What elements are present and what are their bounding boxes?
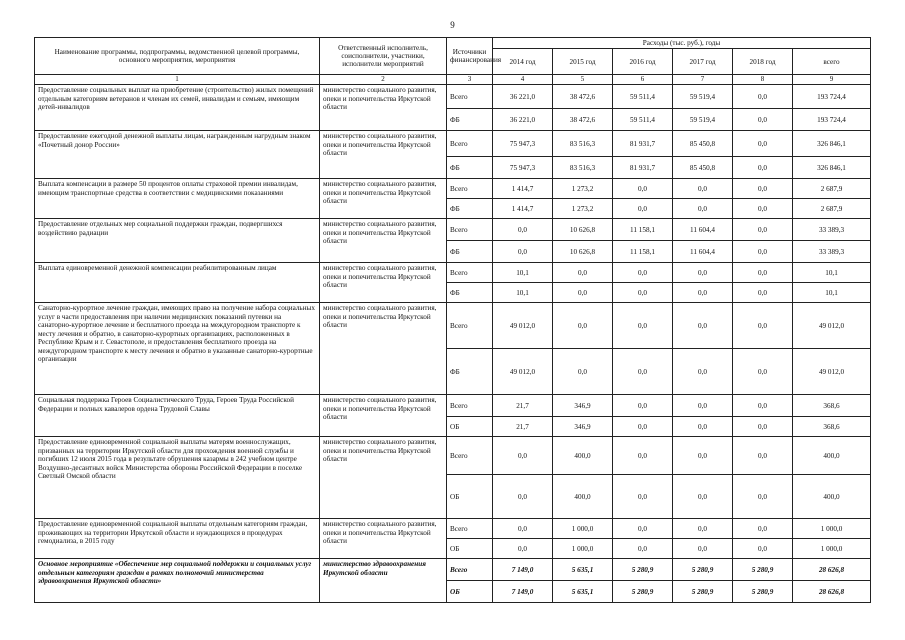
amount-cell: 0,0 (673, 519, 733, 539)
amount-cell: 0,0 (733, 157, 793, 179)
header-expenses: Расходы (тыс. руб.), годы (493, 38, 871, 49)
measure-name: Выплата компенсации в размере 50 процентов оплаты страховой премии инвалидам, имеющим транспортные средства в соответствии с медицинскими показаниями (35, 179, 320, 219)
amount-cell: 0,0 (673, 395, 733, 417)
amount-cell: 0,0 (613, 395, 673, 417)
funding-source: ОБ (447, 539, 493, 559)
funding-source: Всего (447, 437, 493, 475)
amount-cell: 85 450,8 (673, 157, 733, 179)
funding-source: ФБ (447, 157, 493, 179)
amount-cell: 0,0 (733, 283, 793, 303)
funding-source: Всего (447, 263, 493, 283)
amount-cell: 2 687,9 (793, 199, 871, 219)
amount-cell: 5 280,9 (733, 581, 793, 603)
measure-name: Предоставление отдельных мер социальной поддержки граждан, подвергшихся воздействию радиации (35, 219, 320, 263)
amount-cell: 193 724,4 (793, 85, 871, 109)
column-index: 8 (733, 75, 793, 85)
funding-source: ОБ (447, 417, 493, 437)
amount-cell: 49 012,0 (493, 349, 553, 395)
amount-cell: 0,0 (613, 437, 673, 475)
amount-cell: 0,0 (733, 303, 793, 349)
amount-cell: 0,0 (733, 131, 793, 157)
amount-cell: 0,0 (673, 539, 733, 559)
amount-cell: 400,0 (793, 437, 871, 475)
amount-cell: 0,0 (613, 475, 673, 519)
amount-cell: 0,0 (733, 519, 793, 539)
amount-cell: 0,0 (553, 283, 613, 303)
funding-source: ОБ (447, 581, 493, 603)
executor: министерство социального развития, опеки и попечительства Иркутской области (320, 85, 447, 131)
amount-cell: 83 516,3 (553, 131, 613, 157)
funding-source: Всего (447, 303, 493, 349)
amount-cell: 5 280,9 (613, 559, 673, 581)
amount-cell: 0,0 (733, 109, 793, 131)
amount-cell: 10,1 (493, 263, 553, 283)
budget-table (34, 37, 871, 603)
amount-cell: 0,0 (733, 417, 793, 437)
amount-cell: 28 626,8 (793, 581, 871, 603)
amount-cell: 7 149,0 (493, 559, 553, 581)
measure-name: Выплата единовременной денежной компенсации реабилитированным лицам (35, 263, 320, 303)
amount-cell: 36 221,0 (493, 109, 553, 131)
amount-cell: 0,0 (673, 199, 733, 219)
amount-cell: 368,6 (793, 417, 871, 437)
column-index: 9 (793, 75, 871, 85)
measure-name: Предоставление единовременной социальной выплаты отдельным категориям граждан, проживающих на территории Иркутской области и нуждающихся в процедурах гемодиализа, в 2015 году (35, 519, 320, 559)
amount-cell: 85 450,8 (673, 131, 733, 157)
amount-cell: 0,0 (493, 437, 553, 475)
amount-cell: 75 947,3 (493, 157, 553, 179)
table-row (35, 179, 871, 199)
funding-source: Всего (447, 559, 493, 581)
amount-cell: 0,0 (673, 417, 733, 437)
funding-source: Всего (447, 219, 493, 241)
amount-cell: 2 687,9 (793, 179, 871, 199)
column-index: 2 (320, 75, 447, 85)
amount-cell: 59 511,4 (613, 85, 673, 109)
table-row (35, 559, 871, 581)
amount-cell: 11 158,1 (613, 219, 673, 241)
amount-cell: 0,0 (733, 263, 793, 283)
amount-cell: 0,0 (733, 475, 793, 519)
executor: министерство социального развития, опеки и попечительства Иркутской области (320, 519, 447, 559)
amount-cell: 0,0 (553, 263, 613, 283)
amount-cell: 0,0 (613, 283, 673, 303)
amount-cell: 5 280,9 (673, 559, 733, 581)
amount-cell: 400,0 (553, 475, 613, 519)
amount-cell: 21,7 (493, 417, 553, 437)
header-year: 2018 год (733, 49, 793, 75)
header-executor: Ответственный исполнитель, соисполнители, участники, исполнители мероприятий (320, 38, 447, 75)
funding-source: Всего (447, 179, 493, 199)
amount-cell: 83 516,3 (553, 157, 613, 179)
header-name: Наименование программы, подпрограммы, ведомственной целевой программы, основного мероприятия, мероприятия (35, 38, 320, 75)
amount-cell: 5 280,9 (673, 581, 733, 603)
amount-cell: 1 000,0 (553, 539, 613, 559)
amount-cell: 5 635,1 (553, 559, 613, 581)
amount-cell: 10 626,8 (553, 241, 613, 263)
amount-cell: 5 635,1 (553, 581, 613, 603)
amount-cell: 49 012,0 (793, 349, 871, 395)
amount-cell: 10,1 (793, 263, 871, 283)
amount-cell: 326 846,1 (793, 157, 871, 179)
amount-cell: 1 000,0 (553, 519, 613, 539)
measure-name: Основное мероприятие «Обеспечение мер социальной поддержки и социальных услуг отдельным категориям граждан в рамках полномочий министерства здравоохранения Иркутской области» (35, 559, 320, 603)
column-index: 7 (673, 75, 733, 85)
amount-cell: 0,0 (673, 303, 733, 349)
column-index: 3 (447, 75, 493, 85)
amount-cell: 75 947,3 (493, 131, 553, 157)
amount-cell: 36 221,0 (493, 85, 553, 109)
header-source: Источники финансирования (447, 38, 493, 75)
table-row (35, 437, 871, 475)
column-index: 4 (493, 75, 553, 85)
executor: министерство социального развития, опеки и попечительства Иркутской области (320, 395, 447, 437)
amount-cell: 0,0 (613, 199, 673, 219)
funding-source: ОБ (447, 475, 493, 519)
header-year: всего (793, 49, 871, 75)
header-year: 2014 год (493, 49, 553, 75)
header-year: 2016 год (613, 49, 673, 75)
amount-cell: 0,0 (673, 349, 733, 395)
amount-cell: 11 604,4 (673, 241, 733, 263)
funding-source: Всего (447, 395, 493, 417)
measure-name: Предоставление социальных выплат на приобретение (строительство) жилых помещений отдельным категориям ветеранов и членам их семей, инвалидам и семьям, имеющим детей-инвалидов (35, 85, 320, 131)
amount-cell: 0,0 (613, 179, 673, 199)
amount-cell: 10,1 (493, 283, 553, 303)
amount-cell: 0,0 (493, 219, 553, 241)
amount-cell: 0,0 (733, 199, 793, 219)
column-index: 1 (35, 75, 320, 85)
amount-cell: 0,0 (733, 437, 793, 475)
amount-cell: 11 158,1 (613, 241, 673, 263)
amount-cell: 33 389,3 (793, 241, 871, 263)
executor: министерство социального развития, опеки и попечительства Иркутской области (320, 131, 447, 179)
amount-cell: 59 519,4 (673, 109, 733, 131)
measure-name: Предоставление ежегодной денежной выплаты лицам, награжденным нагрудным знаком «Почетный донор России» (35, 131, 320, 179)
funding-source: ФБ (447, 199, 493, 219)
amount-cell: 0,0 (613, 263, 673, 283)
amount-cell: 1 414,7 (493, 179, 553, 199)
column-index: 5 (553, 75, 613, 85)
amount-cell: 11 604,4 (673, 219, 733, 241)
table-row (35, 85, 871, 109)
table-row (35, 303, 871, 349)
amount-cell: 5 280,9 (613, 581, 673, 603)
funding-source: Всего (447, 85, 493, 109)
amount-cell: 0,0 (733, 179, 793, 199)
amount-cell: 0,0 (673, 263, 733, 283)
amount-cell: 0,0 (493, 519, 553, 539)
amount-cell: 0,0 (613, 539, 673, 559)
amount-cell: 0,0 (733, 85, 793, 109)
amount-cell: 38 472,6 (553, 85, 613, 109)
table-row (35, 519, 871, 539)
table-row (35, 131, 871, 157)
amount-cell: 1 000,0 (793, 519, 871, 539)
funding-source: Всего (447, 519, 493, 539)
funding-source: ФБ (447, 241, 493, 263)
table-row (35, 263, 871, 283)
amount-cell: 59 511,4 (613, 109, 673, 131)
amount-cell: 0,0 (493, 475, 553, 519)
executor: министерство социального развития, опеки и попечительства Иркутской области (320, 219, 447, 263)
executor: министерство здравоохранения Иркутской области (320, 559, 447, 603)
amount-cell: 0,0 (673, 475, 733, 519)
amount-cell: 0,0 (553, 349, 613, 395)
amount-cell: 10,1 (793, 283, 871, 303)
amount-cell: 193 724,4 (793, 109, 871, 131)
amount-cell: 0,0 (613, 303, 673, 349)
funding-source: Всего (447, 131, 493, 157)
amount-cell: 81 931,7 (613, 157, 673, 179)
amount-cell: 81 931,7 (613, 131, 673, 157)
amount-cell: 0,0 (553, 303, 613, 349)
amount-cell: 1 000,0 (793, 539, 871, 559)
amount-cell: 7 149,0 (493, 581, 553, 603)
amount-cell: 38 472,6 (553, 109, 613, 131)
column-index: 6 (613, 75, 673, 85)
amount-cell: 28 626,8 (793, 559, 871, 581)
table-row (35, 395, 871, 417)
page-number: 9 (450, 20, 455, 30)
amount-cell: 59 519,4 (673, 85, 733, 109)
amount-cell: 0,0 (733, 241, 793, 263)
measure-name: Предоставление единовременной социальной выплаты матерям военнослужащих, призванных на территории Иркутской области для прохождения военной службы и погибших 12 июля 2015 года в результате обрушения казармы в 242 учебном центре Воздушно-десантных войск Министерства обороны Российской Федерации в поселке Светлый Омской области (35, 437, 320, 519)
amount-cell: 346,9 (553, 417, 613, 437)
amount-cell: 400,0 (553, 437, 613, 475)
executor: министерство социального развития, опеки и попечительства Иркутской области (320, 179, 447, 219)
executor: министерство социального развития, опеки и попечительства Иркутской области (320, 437, 447, 519)
amount-cell: 368,6 (793, 395, 871, 417)
amount-cell: 49 012,0 (793, 303, 871, 349)
measure-name: Социальная поддержка Героев Социалистического Труда, Героев Труда Российской Федерации и полных кавалеров ордена Трудовой Славы (35, 395, 320, 437)
amount-cell: 326 846,1 (793, 131, 871, 157)
amount-cell: 1 414,7 (493, 199, 553, 219)
executor: министерство социального развития, опеки и попечительства Иркутской области (320, 263, 447, 303)
amount-cell: 33 389,3 (793, 219, 871, 241)
amount-cell: 0,0 (673, 437, 733, 475)
amount-cell: 1 273,2 (553, 199, 613, 219)
executor: министерство социального развития, опеки и попечительства Иркутской области (320, 303, 447, 395)
amount-cell: 0,0 (733, 349, 793, 395)
amount-cell: 0,0 (673, 283, 733, 303)
amount-cell: 1 273,2 (553, 179, 613, 199)
amount-cell: 49 012,0 (493, 303, 553, 349)
table-row (35, 219, 871, 241)
amount-cell: 0,0 (733, 539, 793, 559)
amount-cell: 0,0 (613, 519, 673, 539)
amount-cell: 10 626,8 (553, 219, 613, 241)
amount-cell: 346,9 (553, 395, 613, 417)
amount-cell: 0,0 (493, 539, 553, 559)
header-year: 2017 год (673, 49, 733, 75)
amount-cell: 0,0 (613, 349, 673, 395)
funding-source: ФБ (447, 109, 493, 131)
amount-cell: 5 280,9 (733, 559, 793, 581)
amount-cell: 400,0 (793, 475, 871, 519)
measure-name: Санаторно-курортное лечение граждан, имеющих право на получение набора социальных услуг в части предоставления при наличии медицинских показаний путевки на санаторно-курортное лечение и бесплатного проезда на междугородном транспорте к месту лечения и обратно, в санаторно-курортных организациях, расположенных в Республике Крым и г. Севастополе, и предоставления бесплатного проезда на междугородном транспорте к месту лечения и обратно в указанные санаторно-курортные организации (35, 303, 320, 395)
amount-cell: 0,0 (493, 241, 553, 263)
amount-cell: 0,0 (733, 395, 793, 417)
amount-cell: 0,0 (673, 179, 733, 199)
amount-cell: 0,0 (733, 219, 793, 241)
funding-source: ФБ (447, 283, 493, 303)
amount-cell: 0,0 (613, 417, 673, 437)
funding-source: ФБ (447, 349, 493, 395)
amount-cell: 21,7 (493, 395, 553, 417)
header-year: 2015 год (553, 49, 613, 75)
